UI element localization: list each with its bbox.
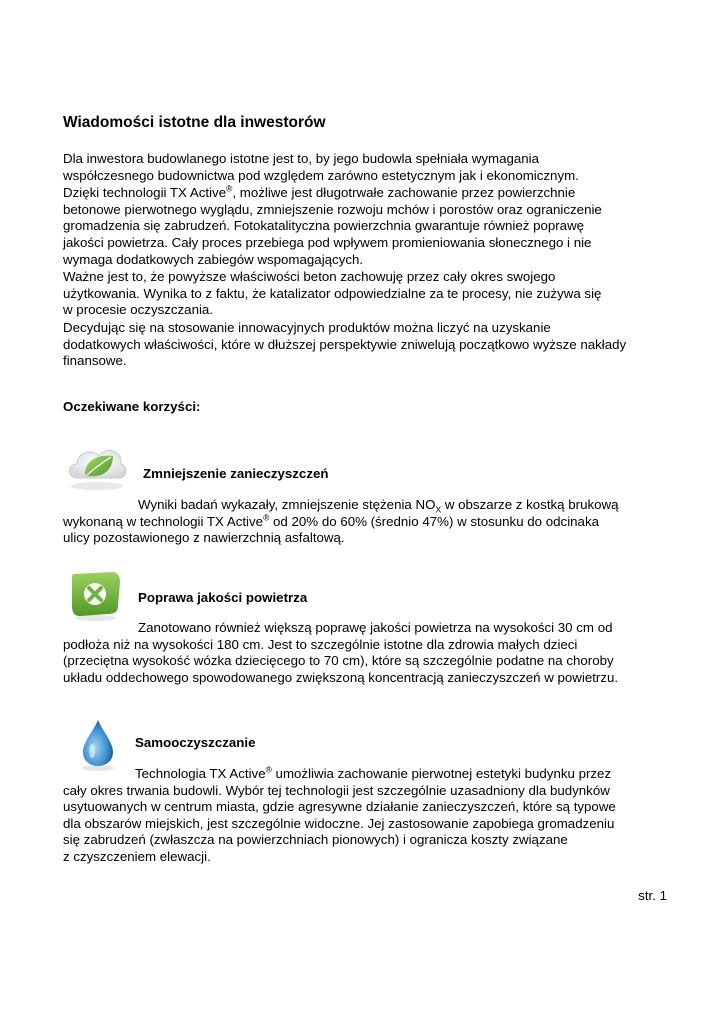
benefit3-title: Samooczyszczanie [135, 735, 256, 750]
intro-p4-line3: finansowe. [63, 353, 127, 369]
intro-p4-line1: Decydując się na stosowanie innowacyjnych produktów można liczyć na uzyskanie [63, 319, 551, 335]
page-number: str. 1 [638, 888, 667, 903]
benefit3-line2: cały okres trwania budowli. Wybór tej technologii jest szczególnie uzasadniony dla budynków [63, 782, 610, 798]
intro-p2-line3: gromadzenia się zabrudzeń. Fotokatalityczna powierzchnia gwarantuje również poprawę [63, 218, 585, 234]
benefit3-line4: dla obszarów miejskich, jest szczególnie widoczne. Jej zastosowanie zapobiega gromadzeniu [63, 815, 615, 831]
intro-p3-line1: Ważne jest to, że powyższe właściwości beton zachowuję przez cały okres swojego [63, 269, 556, 285]
benefit1-text [63, 497, 673, 547]
intro-p1-line1: Dla inwestora budowlanego istotne jest to, by jego budowla spełniała wymagania [63, 151, 540, 166]
benefit3-line5: się zabrudzeń (zwłaszcza na powierzchniach pionowych) i ogranicza koszty związane [63, 832, 568, 848]
intro-p2-line1: Dzięki technologii TX Active®, możliwe jest długotrwałe zachowanie przez powierzchnie [63, 183, 576, 201]
benefit2-line3: (przeciętna wysokość wózka dziecięcego to 70 cm), które są szczególnie podatne na choroby [63, 653, 614, 669]
benefit1-line3: ulicy pozostawionego z nawierzchnią asfaltową. [63, 530, 345, 546]
intro-p2-line4: jakości powietrza. Cały proces przebiega pod wpływem promieniowania słonecznego i nie [63, 234, 592, 250]
benefit3-line3: usytuowanych w centrum miasta, gdzie agresywne działanie zanieczyszczeń, które są typowe [63, 799, 616, 815]
benefit1-line2: wykonaną w technologii TX Active® od 20% do 60% (średnio 47%) w stosunku do odcinaka [63, 512, 599, 529]
benefit3-text [63, 766, 673, 866]
benefit2-line1: Zanotowano również większą poprawę jakości powietrza na wysokości 30 cm od [138, 620, 613, 635]
intro-p2-line2: betonowe pierwotnego wyglądu, zmniejszenie rozwoju mchów i porostów oraz ograniczenie [63, 201, 602, 217]
intro-p3-line2: użytkowania. Wynika to z faktu, że katalizator odpowiedzialne za te procesy, nie zużywa się [63, 285, 602, 301]
benefits-heading: Oczekiwane korzyści: [63, 399, 201, 414]
page-title: Wiadomości istotne dla inwestorów [63, 114, 326, 131]
benefit2-line2: podłoża niż na wysokości 180 cm. Jest to szczególnie istotne dla zdrowia małych dzieci [63, 636, 578, 652]
benefit3-line6: z czyszczeniem elewacji. [63, 848, 211, 864]
benefit2-title: Poprawa jakości powietrza [138, 590, 308, 605]
intro-p1-line2: współczesnego budownictwa pod względem zarówno estetycznym jak i ekonomicznym. [63, 167, 579, 183]
benefit2-text [63, 620, 673, 686]
benefit1-title: Zmniejszenie zanieczyszczeń [143, 466, 329, 481]
intro-p3-line3: w procesie oczyszczania. [63, 302, 214, 318]
water-drop-icon [73, 718, 123, 772]
intro-p4-line2: dodatkowych właściwości, które w dłuższej perspektywie zniwelują początkowo wyższe nakłady [63, 336, 627, 352]
benefit2-line4: układu oddechowego spowodowanego zwiększoną koncentracją zanieczyszczeń w powietrzu. [63, 669, 619, 685]
green-cross-icon [68, 570, 124, 622]
intro-p2-line5: wymaga dodatkowych zabiegów wspomagających. [63, 251, 364, 267]
benefit1-line1: Wyniki badań wykazały, zmniejszenie stężenia $NO_X$ w obszarze z kostką brukową [138, 497, 619, 515]
leaf-cloud-icon [63, 438, 131, 498]
intro-section [63, 151, 673, 370]
benefit3-line1: Technologia TX Active® umożliwia zachowanie pierwotnej estetyki budynku przez [135, 764, 612, 781]
